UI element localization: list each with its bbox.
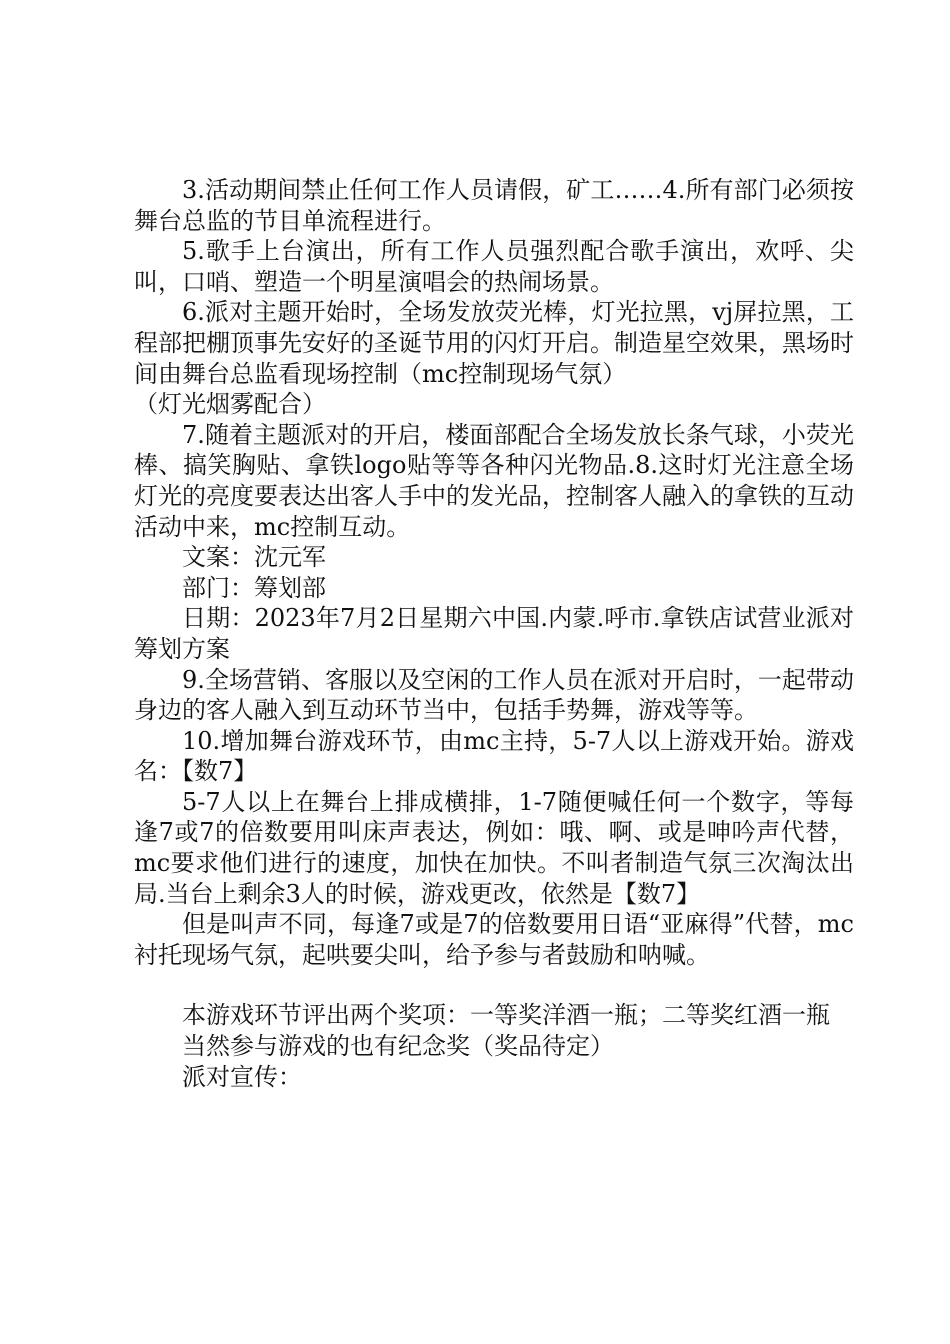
paragraph-prizes: 本游戏环节评出两个奖项：一等奖洋酒一瓶；二等奖红酒一瓶: [182, 1001, 830, 1030]
department-line: 部门：筹划部: [182, 573, 326, 602]
paragraph-item-7-8: 7.随着主题派对的开启，楼面部配合全场发放长条气球，小荧光棒、搞笑胸贴、拿铁logo贴等等各种闪光物品.8.这时灯光注意全场灯光的亮度要表达出客人手中的发光品，控制客人融入的拿铁的互动活动中来，mc控制互动。: [134, 420, 854, 541]
document-body: [134, 175, 854, 1092]
paragraph-promotion-heading: 派对宣传：: [182, 1062, 302, 1091]
paragraph-item-10: 10.增加舞台游戏环节，由mc主持，5-7人以上游戏开始。游戏名：【数7】: [134, 726, 854, 786]
paragraph-lighting-note: （灯光烟雾配合）: [134, 390, 326, 419]
paragraph-item-6: 6.派对主题开始时，全场发放荧光棒，灯光拉黑，vj屏拉黑，工程部把棚顶事先安好的圣诞节用的闪灯开启。制造星空效果，黑场时间由舞台总监看现场控制（mc控制现场气氛）: [134, 298, 854, 388]
paragraph-item-9: 9.全场营销、客服以及空闲的工作人员在派对开启时，一起带动身边的客人融入到互动环节当中，包括手势舞，游戏等等。: [134, 665, 854, 725]
paragraph-game-variant: 但是叫声不同，每逢7或是7的倍数要用日语“亚麻得”代替，mc衬托现场气氛，起哄要尖叫，给予参与者鼓励和呐喊。: [134, 910, 854, 969]
paragraph-item-5: 5.歌手上台演出，所有工作人员强烈配合歌手演出，欢呼、尖叫，口哨、塑造一个明星演唱会的热闹场景。: [134, 237, 854, 296]
date-line: 日期：2023年7月2日星期六中国.内蒙.呼市.拿铁店试营业派对筹划方案: [134, 604, 854, 663]
paragraph-souvenir: 当然参与游戏的也有纪念奖（奖品待定）: [182, 1032, 614, 1061]
paragraph-game-rules: 5-7人以上在舞台上排成横排，1-7随便喊任何一个数字，等每逢7或7的倍数要用叫床声表达，例如：哦、啊、或是呻吟声代替，mc要求他们进行的速度，加快在加快。不叫者制造气氛三次淘汰出局.当台上剩余3人的时候，游戏更改，依然是【数7】: [134, 787, 854, 908]
paragraph-item-3-4: 3.活动期间禁止任何工作人员请假，矿工……4.所有部门必须按舞台总监的节目单流程进行。: [134, 176, 854, 235]
author-line: 文案：沈元军: [182, 543, 326, 572]
